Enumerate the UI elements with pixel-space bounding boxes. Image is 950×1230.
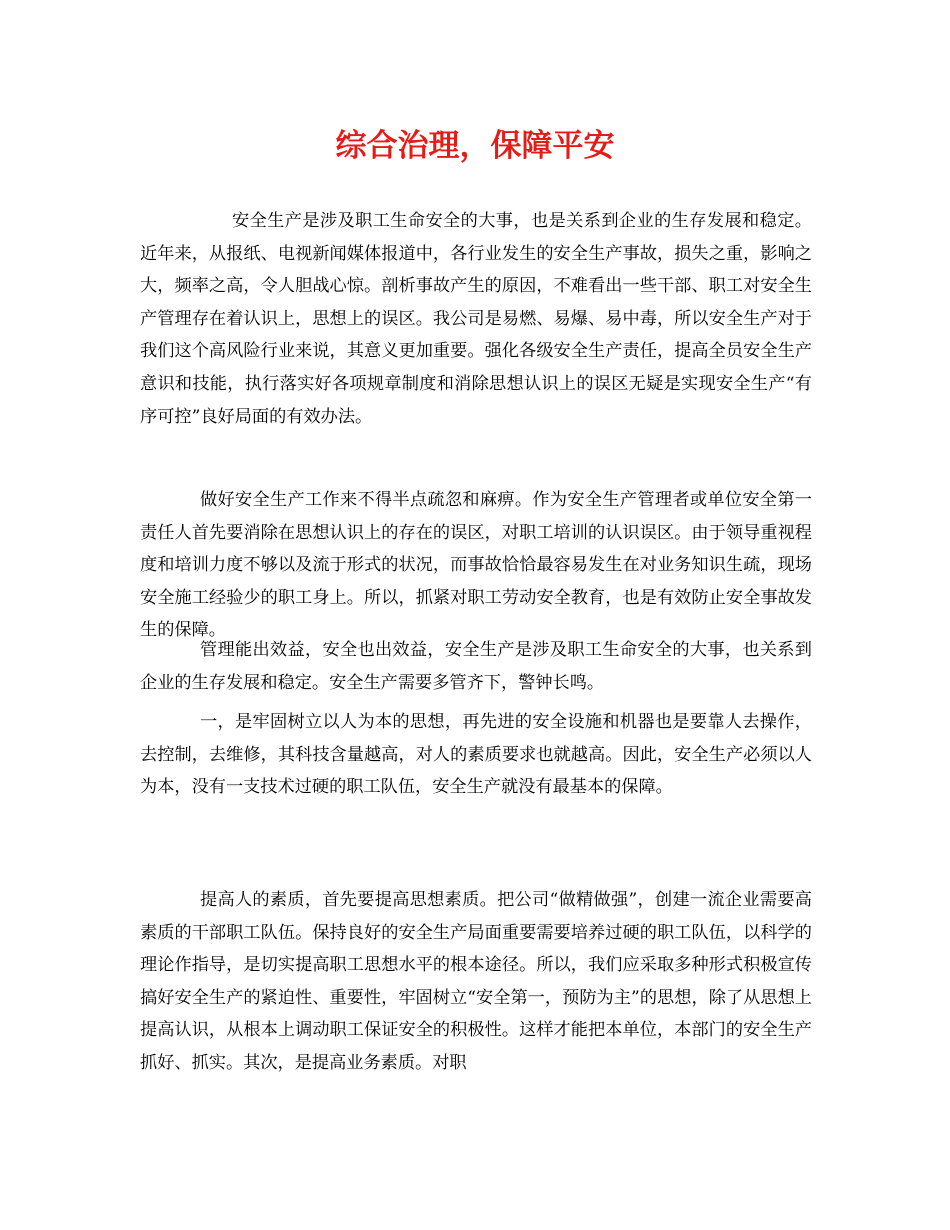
paragraph-5: 提高人的素质，首先要提高思想素质。把公司“做精做强”，创建一流企业需要高素质的干部职工队伍。保持良好的安全生产局面重要需要培养过硬的职工队伍，以科学的理论作指导，是切实提高职工思想水平的根本途径。所以，我们应采取多种形式积极宣传搞好安全生产的紧迫性、重要性，牢固树立“安全第一，预防为主”的思想，除了从思想上提高认识，从根本上调动职工保证安全的积极性。这样才能把本单位，本部门的安全生产抓好、抓实。其次，是提高业务素质。对职 [140, 890, 812, 1073]
document-title: 综合治理，保障平安 [335, 128, 615, 164]
paragraph-1: 安全生产是涉及职工生命安全的大事，也是关系到企业的生存发展和稳定。近年来，从报纸、电视新闻媒体报道中，各行业发生的安全生产事故，损失之重，影响之大，频率之高，令人胆战心惊。剖析事故产生的原因，不难看出一些干部、职工对安全生产管理存在着认识上，思想上的误区。我公司是易燃、易爆、易中毒，所以安全生产对于我们这个高风险行业来说，其意义更加重要。强化各级安全生产责任，提高全员安全生产意识和技能，执行落实好各项规章制度和消除思想认识上的误区无疑是实现安全生产“有序可控”良好局面的有效办法。 [140, 211, 812, 427]
paragraph-2: 做好安全生产工作来不得半点疏忽和麻痹。作为安全生产管理者或单位安全第一责任人首先要消除在思想认识上的存在的误区，对职工培训的认识误区。由于领导重视程度和培训力度不够以及流于形式的状况，而事故恰恰最容易发生在对业务知识生疏，现场安全施工经验少的职工身上。所以，抓紧对职工劳动安全教育，也是有效防止安全事故发生的保障。 [140, 490, 812, 641]
paragraph-4: 一，是牢固树立以人为本的思想，再先进的安全设施和机器也是要靠人去操作，去控制，去维修，其科技含量越高，对人的素质要求也就越高。因此，安全生产必须以人为本，没有一支技术过硬的职工队伍，安全生产就没有最基本的保障。 [140, 712, 812, 798]
paragraph-3: 管理能出效益，安全也出效益，安全生产是涉及职工生命安全的大事，也关系到企业的生存发展和稳定。安全生产需要多管齐下，警钟长鸣。 [140, 640, 812, 693]
